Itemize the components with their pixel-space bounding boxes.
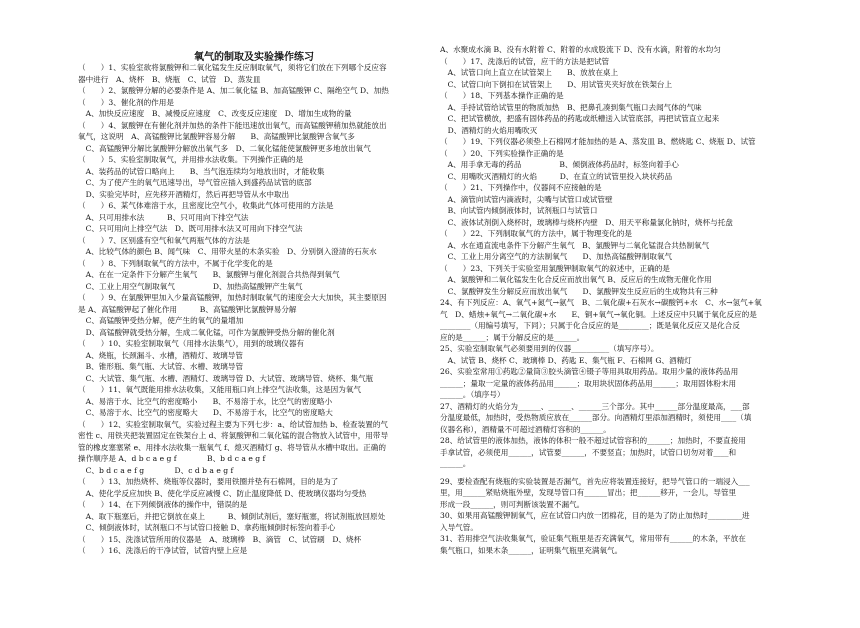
left-column <box>78 62 430 557</box>
question-line: A、滴管向试管内滴液时，尖嘴与试管口或试管壁 <box>440 194 613 204</box>
question-line: C、易溶于水、比空气的密度略大 D、不易溶于水，比空气的密度略大 <box>78 408 333 417</box>
question-line: 26、实验室常用①药匙②量筒③胶头滴管④镊子等用具取用药品。取用少量的液体药品用 <box>440 367 739 376</box>
question-line: （ ）4、氯酸钾在有催化剂并加热的条件下能迅速放出氧气，而高锰酸钾稍加热就能放出 <box>78 120 387 130</box>
question-line: （ ）3、催化剂的作用是 <box>78 97 174 107</box>
question-line: A、氯酸钾和二氧化锰发生化合反应而放出氧气 B、反应后的生成物无催化作用 <box>440 275 712 284</box>
question-line: （ ）19、下列仪器必须垫上石棉网才能加热的是 A、蒸发皿 B、燃烧匙 C、烧瓶 D、试管 <box>440 137 756 146</box>
question-line: 手拿试管，必须使用______，试管要______，不要竖直；加热时，试管口切勿对着____和 <box>440 447 737 457</box>
question-line: D、实验完毕时，应先移开酒精灯，然后再把导管从水中取出 <box>78 189 290 199</box>
question-line: （ ）1、实验室欲将氯酸钾和二氧化锰发生反应制取氧气，须将它们放在下列哪个反应容 <box>78 63 387 72</box>
question-line: A、取下瓶塞后，并把它倒放在桌上 B、倾倒试剂后，塞好瓶塞，将试剂瓶放回原处 <box>78 511 386 521</box>
question-line: 形成一段______，则可判断该装置不漏气。 <box>440 499 585 509</box>
question-line: （ ）9、在氯酸钾里加入少量高锰酸钾，加热时制取氧气的速度会大大加快，其主要原因 <box>78 293 387 302</box>
question-line: （ ）6、某气体难溶于水，且密度比空气小，收集此气体可使用的方法是 <box>78 201 334 210</box>
question-line: 气 D、蜡烛+氧气→二氧化碳+水 E、铜+氧气→氧化铜。上述反应中只属于氧化反应的是 <box>440 309 757 319</box>
question-line: 操作顺序是 A、d b c a e g f B、b d c a e g f <box>78 454 266 463</box>
question-line: A、试管 B、烧杯 C、玻璃棒 D、药匙 E、集气瓶 F、石棉网 G、酒精灯 <box>440 355 692 365</box>
question-line: D、酒精灯的火焰用嘴吹灭 <box>440 125 538 135</box>
question-line: 29、要检查配有烧瓶的实验装置是否漏气，首先应将装置连接好，把导气管口的一端浸入___ <box>440 476 750 486</box>
question-line: （ ）17、洗涤后的试管，应干的方法是把试管 <box>440 56 610 66</box>
question-line: （ ）10、实验室制取氧气（用排水法集气），用到的玻璃仪器有 <box>78 339 305 348</box>
question-line: （ ）16、洗涤后的干净试管，试管内壁上应是 <box>78 546 248 555</box>
question-line: A、水在通直流电条件下分解产生氧气 B、氯酸钾与二氧化锰混合共热制氧气 <box>440 240 710 250</box>
question-line: 分温度最低，加热时，受热物质应放在______部分。向酒精灯里添加酒精时，须使用____（填 <box>440 413 752 422</box>
question-line: （ ）13、加热烧杯、烧瓶等仪器时，要用铁圈并垫有石棉网，目的是为了 <box>78 477 339 486</box>
question-line: 集气瓶口，如果木条______，证明集气瓶里充满氧气。 <box>440 545 623 555</box>
question-line: A、在在一定条件下分解产生氧气 B、氯酸钾与催化剂混合共热得到氧气 <box>78 270 340 279</box>
question-line: C、倾倒液体时，试剂瓶口不与试管口接触 D、拿药瓶倾倒时标签向着手心 <box>78 523 336 532</box>
question-line: （ ）2、氯酸钾分解的必要条件是 A、加二氧化锰 B、加高锰酸钾 C、隔绝空气 D、加热 <box>78 86 389 95</box>
question-line: C、高锰酸钾受热分解，使产生的氧气的量增加 <box>78 316 244 325</box>
question-line: 里，用______紧贴烧瓶外壁，发现导管口有______冒出；把______移开，一会儿，导管里 <box>440 488 737 497</box>
question-line: 30、如果用高锰酸钾制氧气，应在试管口内放一团棉花，目的是为了防止加热时_________进 <box>440 511 750 520</box>
question-line: C、液体试剂倒入烧杯时，玻璃棒与烧杯内壁 D、用天平称量氯化钠时，烧杯与托盘 <box>440 217 733 227</box>
question-line: 24、有下列反应：A、氧气+氮气→氨气 B、二氧化碳+石灰水→碳酸钙+水 C、水→氢气+氧 <box>440 298 762 307</box>
question-line: A、比较气体的颜色 B、闻气味 C、用带火星的木条实验 D、分别倒入澄清的石灰水 <box>78 247 377 256</box>
question-line: C、把试管横放，把盛有固体药品的药匙或纸槽送入试管底部，再把试管直立起来 <box>440 114 720 123</box>
question-line: （ ）5、实验室制取氧气，并用排水法收集。下列操作正确的是 <box>78 155 304 164</box>
question-line: 密性 c、用铁夹把装置固定在铁架台上 d、将氯酸钾和二氧化锰的混合物放入试管中，用带导 <box>78 431 389 440</box>
question-line: （ ）22、下列制取氧气的方法中，属于物理变化的是 <box>440 229 632 238</box>
question-line: 是 A、高锰酸钾起了催化作用 B、高锰酸钾比氯酸钾易分解 <box>78 304 297 314</box>
question-line: A、试管口向上直立在试管架上 B、放放在桌上 <box>440 68 619 77</box>
question-line: （ ）11、氧气既能用排水法收集，又能用瓶口向上排空气法收集，这是因为氧气 <box>78 385 362 394</box>
question-line: （ ）23、下列关于实验室用氯酸钾制取氧气的叙述中，正确的是 <box>440 263 670 273</box>
question-line: A、烧瓶，长颈漏斗、水槽，酒精灯、玻璃导管 <box>78 350 243 360</box>
question-line: A、手持试管给试管里的物质加热 B、把鼻孔凑到集气瓶口去闻气体的气味 <box>440 102 702 112</box>
question-line: ______；量取一定量的液体药品用______；取用块状固体药品用______；取用固体粉末用 <box>440 378 737 388</box>
question-line: C、试管口向下倒扣在试管架上 D、用试管夹夹好放在铁架台上 <box>440 79 673 89</box>
question-line: A、使化学反应加快 B、使化学反应减慢 C、防止温度降低 D、使玻璃仪器均匀受热 <box>78 488 367 498</box>
question-line: （ ）8、下列制取氧气的方法中，不属于化学变化的是 <box>78 258 273 268</box>
question-line: （ ）21、下列操作中，仪器间不应接触的是 <box>440 183 602 192</box>
question-line: 25、实验室制取氧气必须要用到的仪器__________（填写序号）。 <box>440 344 659 353</box>
question-line: ______。（填序号） <box>440 390 505 399</box>
question-line: B、向试管内倾倒液体时，试剂瓶口与试管口 <box>440 206 598 215</box>
question-line: C、工业上用空气制取氧气 D、加热高锰酸钾产生氧气 <box>78 281 303 291</box>
question-line: 管的橡皮塞塞紧 e、用排水法收集一瓶氧气 f、熄灭酒精灯 g、将导管从水槽中取出。正确的 <box>78 442 386 452</box>
question-line: 器中进行 A、烧杯 B、烧瓶 C、试管 D、蒸发皿 <box>78 74 261 84</box>
right-column <box>440 44 792 556</box>
question-line: C、为了使产生的氧气迅速导出，导气管应插入到盛药品试管的底部 <box>78 178 312 187</box>
question-line: C、b d c a e f g D、c d b a e g f <box>78 465 234 475</box>
question-line: D、高锰酸钾就受热分解，生成二氧化锰，可作为氯酸钾受热分解的催化剂 <box>78 327 335 337</box>
question-line: B、锥形瓶、集气瓶、大试管、水槽、玻璃导管 <box>78 362 244 371</box>
question-line: C、氯酸钾发生分解反应而放出氧气 D、氯酸钾发生反应后的生成物共有三种 <box>440 286 718 296</box>
question-line: A、加快反应速度 B、减慢反应速度 C、改变反应速度 D、增加生成物的量 <box>78 109 352 118</box>
question-line: （ ）14、在下列倾倒液体的操作中，错误的是 <box>78 500 248 509</box>
question-line: ________（用编号填写，下同）；只属于化合反应的是________；既是氧化反应又是化合反 <box>440 321 740 330</box>
question-line: A、用手拿无毒的药品 B、倾倒液体药品时，标签向着手心 <box>440 160 679 169</box>
question-line: ______。 <box>440 459 471 468</box>
question-line: A、只可用排水法 B、只可用向下排空气法 <box>78 212 249 222</box>
question-line: A、水聚成水滴 B、没有水附着 C、附着的水成股流下 D、没有水滴，附着的水均匀 <box>440 45 721 54</box>
question-line: 氧气，这说明 A、高锰酸钾比氯酸钾容易分解 B、高锰酸钾比氯酸钾含氧气多 <box>78 132 355 141</box>
question-line: （ ）12、实验室制取氧气，实验过程主要为下列七步：a、给试管加热 b、检查装置的气 <box>78 419 389 429</box>
question-line: C、用嘴吹灭酒精灯的火焰 D、在直立的试管里投入块状药品 <box>440 171 673 181</box>
page-title: 氧气的制取及实验操作练习 <box>194 52 314 63</box>
question-line: 入导气管。 <box>440 522 478 532</box>
question-line: 31、若用排空气法收集氧气，验证集气瓶里是否充满氧气，常用带有______的木条，平放在 <box>440 534 746 543</box>
question-line: 仪器名称），酒精量不可超过酒精灯容积的______。 <box>440 424 611 434</box>
question-line: 28、给试管里的液体加热，液体的体积一般不超过试管容积的______；加热时，不要直接用 <box>440 436 746 445</box>
question-line: 27、酒精灯的火焰分为______、______、______三个部分。其中______部分温度最高，___部 <box>440 401 750 411</box>
question-line: C、只可用向上排空气法 D、既可用排水法又可用向下排空气法 <box>78 224 303 233</box>
question-line: （ ）15、洗涤试管所用的仪器是 A、玻璃棒 B、滴管 C、试管刷 D、烧杯 <box>78 534 362 544</box>
question-line: （ ）18、下列基本操作正确的是 <box>440 91 564 100</box>
question-line: A、易溶于水、比空气的密度略小 B、不易溶于水，比空气的密度略小 <box>78 396 333 406</box>
question-line: 应的是______；属于分解反应的是______。 <box>440 332 585 342</box>
question-line: A、装药品的试管口略向上 B、当气泡连续均匀地放出时，才能收集 <box>78 166 325 176</box>
question-line: （ ）20、下列实验操作正确的是 <box>440 148 564 158</box>
question-line: C、高锰酸钾分解比氯酸钾分解放出氧气多 D、二氧化锰能使氯酸钾更多地放出氧气 <box>78 143 371 153</box>
question-line: C、大试管、集气瓶、水槽、酒精灯、玻璃导管 D、大试管、玻璃导管、烧杯、集气瓶 <box>78 373 374 383</box>
question-line: （ ）7、区别盛有空气和氧气两瓶气体的方法是 <box>78 235 250 245</box>
question-line: C、工业上用分离空气的方法制氧气 D、加热高锰酸钾制取氧气 <box>440 252 673 261</box>
